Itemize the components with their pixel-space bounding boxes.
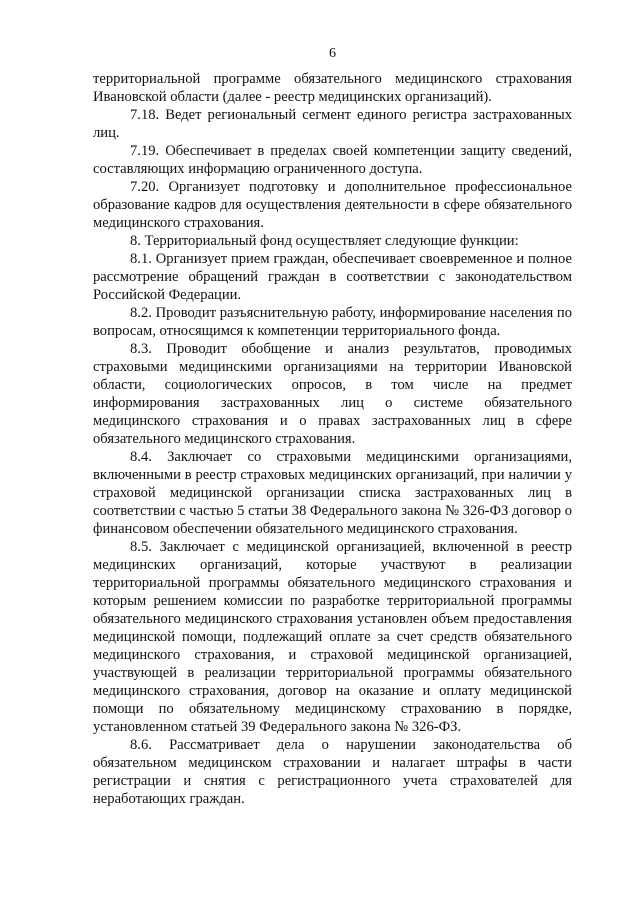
paragraph-8-3: 8.3. Проводит обобщение и анализ результатов, проводимых страховыми медицинскими организациями на территории Ивановской области, социологических опросов, в том числе на предмет информирования застрахованных лиц о системе обязательного медицинского страхования и о правах застрахованных лиц в сфере обязательного медицинского страхования. <box>93 341 572 447</box>
paragraph-7-20: 7.20. Организует подготовку и дополнительное профессиональное образование кадров для осуществления деятельности в сфере обязательного медицинского страхования. <box>93 179 572 231</box>
document-body <box>93 70 572 808</box>
paragraph-continuation: территориальной программе обязательного медицинского страхования Ивановской области (далее - реестр медицинских организаций). <box>93 71 572 105</box>
paragraph-8-5: 8.5. Заключает с медицинской организацией, включенной в реестр медицинских организаций, которые участвуют в реализации территориальной программы обязательного медицинского страхования и которым решением комиссии по разработке территориальной программы обязательного медицинского страхования установлен объем предоставления медицинской помощи, подлежащий оплате за счет средств обязательного медицинского страхования, и страховой медицинской организацией, участвующей в реализации территориальной программы обязательного медицинского страхования, договор на оказание и оплату медицинской помощи по обязательному медицинскому страхованию в порядке, установленном статьей 39 Федерального закона № 326-ФЗ. <box>93 539 572 735</box>
page-number: 6 <box>329 46 336 61</box>
paragraph-7-19: 7.19. Обеспечивает в пределах своей компетенции защиту сведений, составляющих информацию ограниченного доступа. <box>93 143 572 177</box>
paragraph-7-18: 7.18. Ведет региональный сегмент единого регистра застрахованных лиц. <box>93 107 572 141</box>
paragraph-8-2: 8.2. Проводит разъяснительную работу, информирование населения по вопросам, относящимся к компетенции территориального фонда. <box>93 305 572 339</box>
paragraph-8: 8. Территориальный фонд осуществляет следующие функции: <box>130 233 519 249</box>
paragraph-8-6: 8.6. Рассматривает дела о нарушении законодательства об обязательном медицинском страховании и налагает штрафы в части регистрации и снятия с регистрационного учета страхователей для неработающих граждан. <box>93 737 572 807</box>
paragraph-8-4: 8.4. Заключает со страховыми медицинскими организациями, включенными в реестр страховых медицинских организаций, при наличии у страховой медицинской организации списка застрахованных лиц в соответствии с частью 5 статьи 38 Федерального закона № 326-ФЗ договор о финансовом обеспечении обязательного медицинского страхования. <box>93 449 572 537</box>
paragraph-8-1: 8.1. Организует прием граждан, обеспечивает своевременное и полное рассмотрение обращений граждан в соответствии с законодательством Российской Федерации. <box>93 251 572 303</box>
